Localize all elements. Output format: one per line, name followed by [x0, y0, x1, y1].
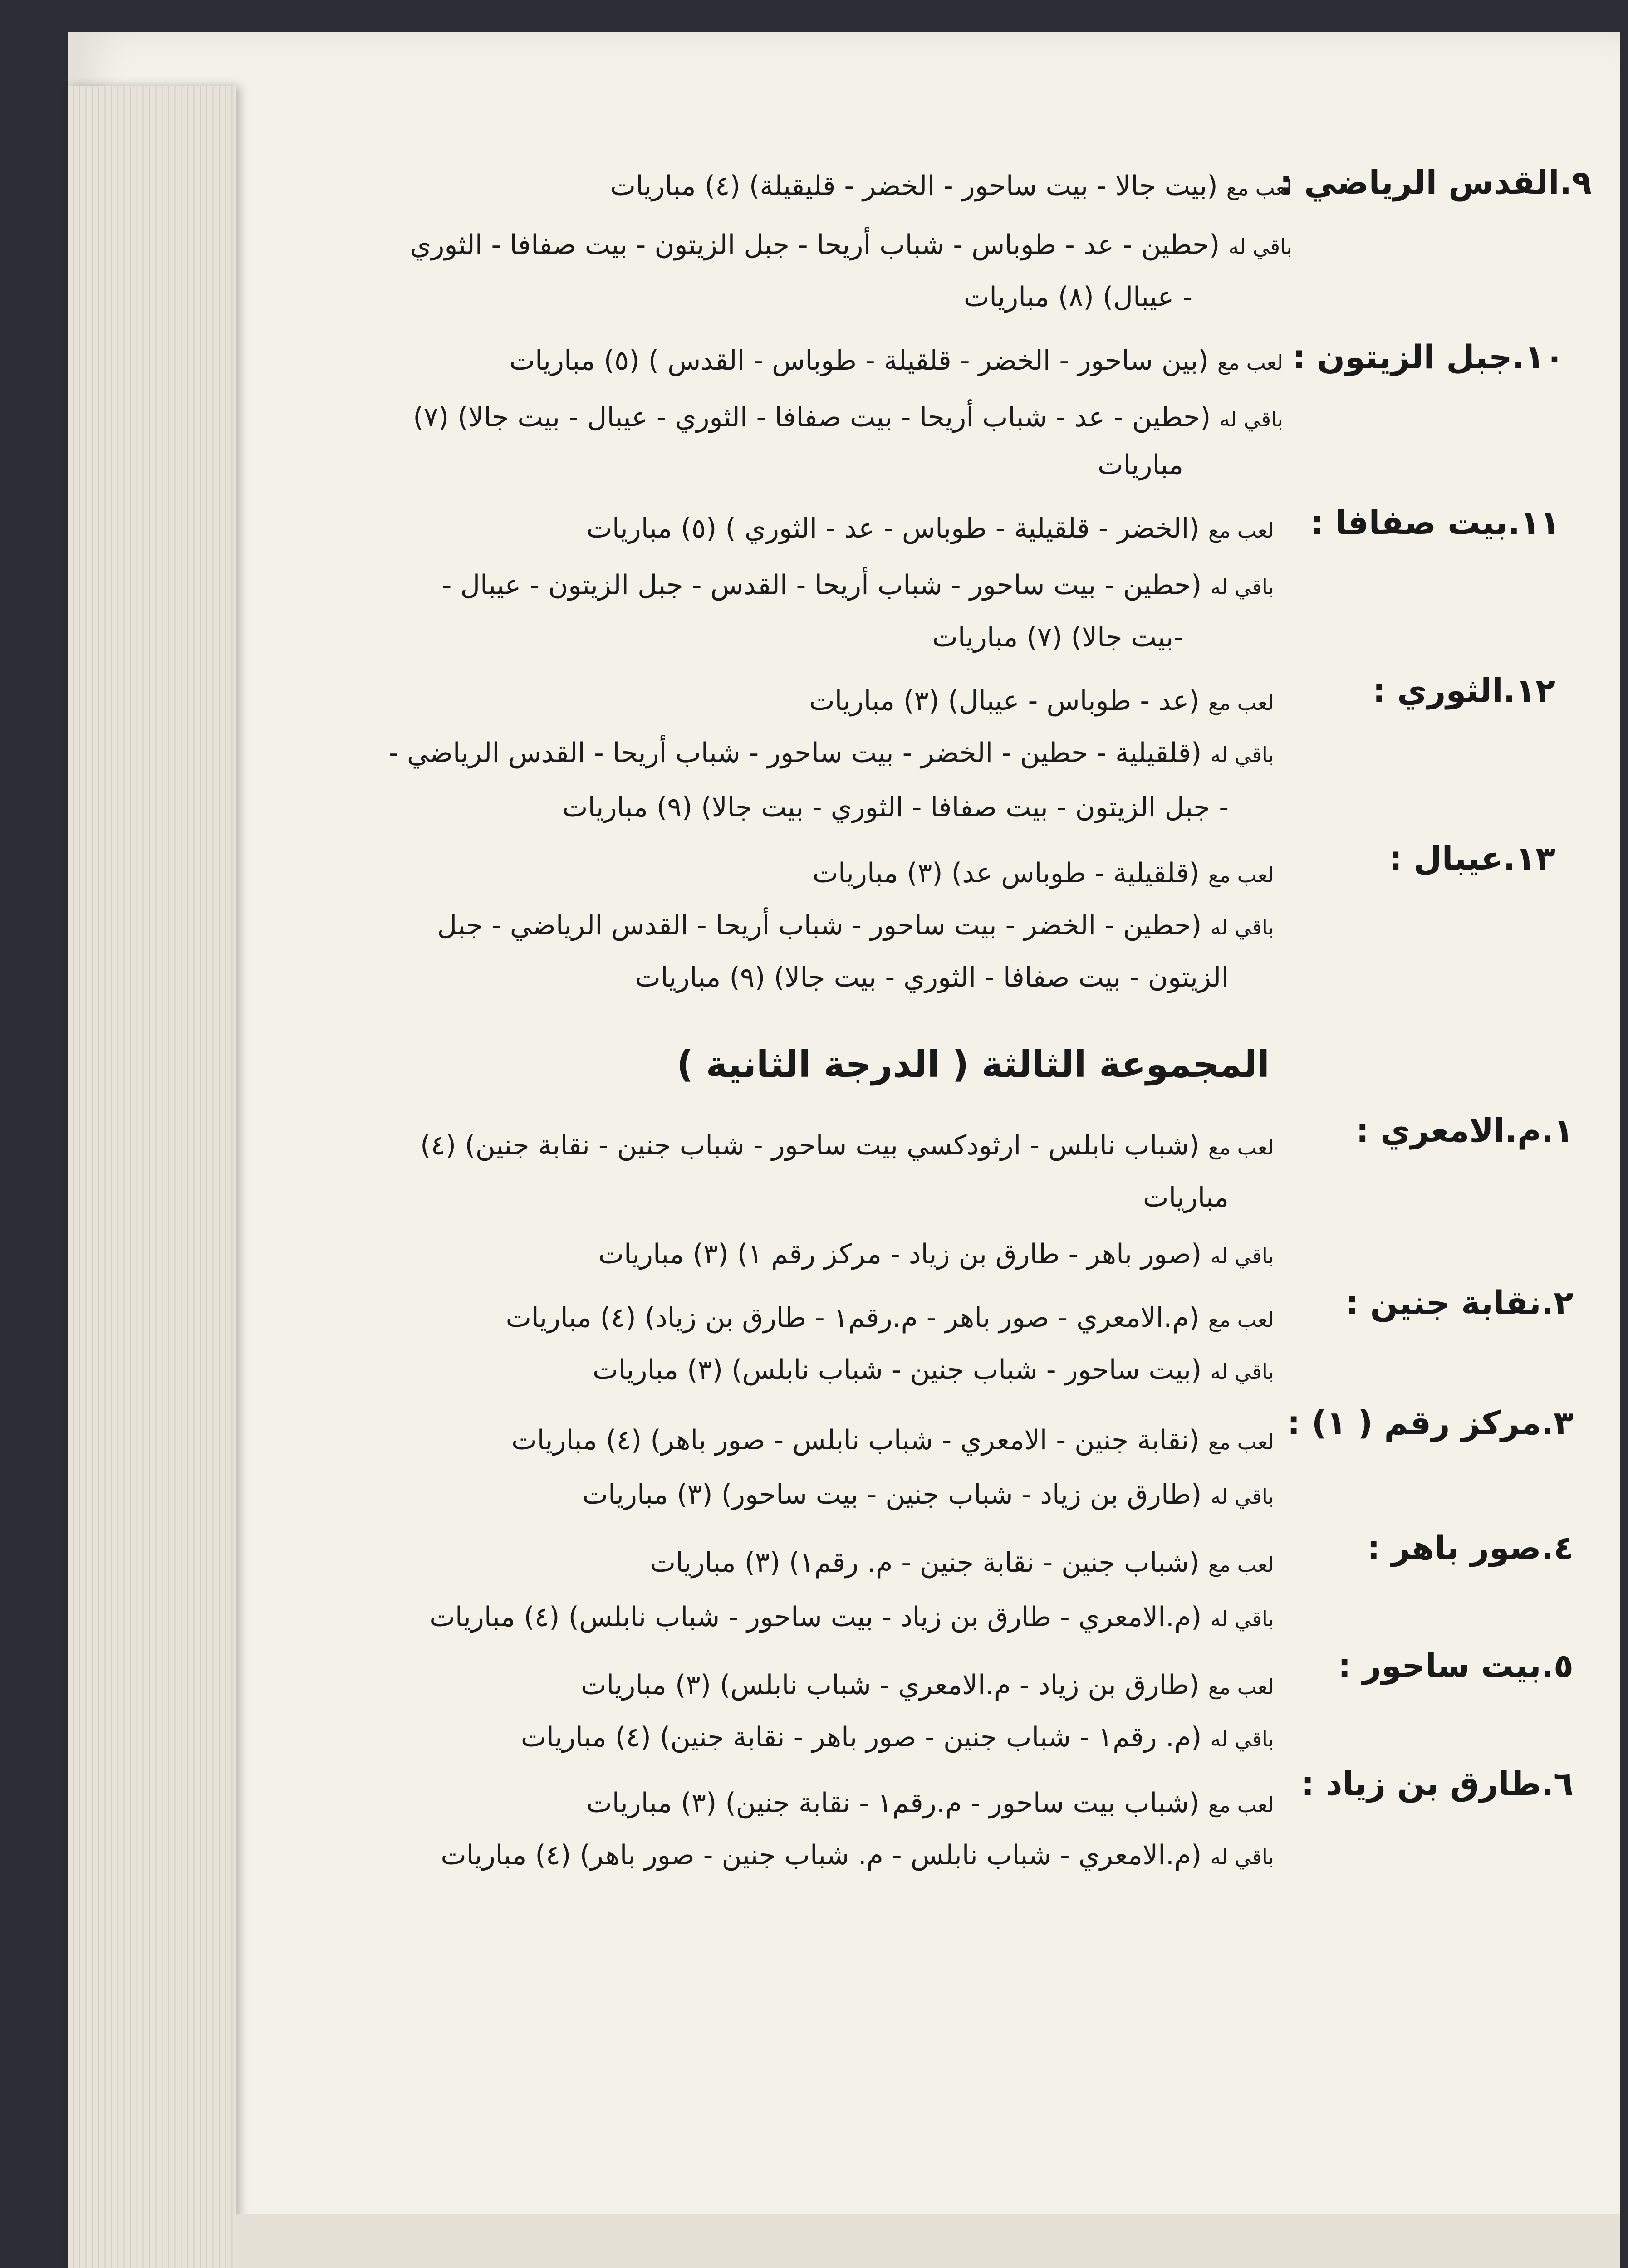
remaining-line [388, 737, 1274, 769]
remaining-label: باقي له [1210, 1727, 1274, 1751]
played-line [586, 513, 1274, 544]
remaining-text: (م.الامعري - شباب نابلس - م. شباب جنين - صور باهر) (٤) مباريات [441, 1839, 1202, 1871]
played-label: لعب مع [1208, 1307, 1274, 1332]
played-label: لعب مع [1217, 350, 1283, 375]
played-line [510, 345, 1283, 376]
played-line [610, 170, 1292, 202]
played-text: (م.الامعري - صور باهر - م.رقم١ - طارق بن زياد) (٤) مباريات [505, 1302, 1200, 1334]
played-text: (الخضر - قلقيلية - طوباس - عد - الثوري ) (٥) مباريات [586, 513, 1200, 544]
remaining-label: باقي له [1210, 1845, 1274, 1869]
played-label: لعب مع [1208, 1135, 1274, 1159]
remaining-label: باقي له [1210, 1359, 1274, 1384]
played-text: (قلقيلية - طوباس عد) (٣) مباريات [812, 857, 1200, 889]
played-text: (بيت جالا - بيت ساحور - الخضر - قليقيلة) (٤) مباريات [610, 170, 1218, 202]
remaining-line [583, 1479, 1274, 1510]
remaining-label: باقي له [1210, 743, 1274, 767]
played-line [506, 1302, 1274, 1334]
played-line [420, 1129, 1274, 1161]
played-label: لعب مع [1208, 518, 1274, 543]
remaining-line [437, 909, 1274, 941]
team-name: ١٣.عيبال : [1389, 839, 1555, 877]
remaining-label: باقي له [1210, 915, 1274, 939]
remaining-continuation: - عيبال) (٨) مباريات [963, 281, 1192, 313]
played-label: لعب مع [1208, 863, 1274, 887]
played-line [813, 857, 1274, 889]
played-label: لعب مع [1208, 1675, 1274, 1699]
remaining-continuation: -بيت جالا) (٧) مباريات [932, 621, 1183, 653]
played-label: لعب مع [1208, 1430, 1274, 1454]
group3-heading: المجموعة الثالثة ( الدرجة الثانية ) [677, 1043, 1270, 1085]
team-name: ٣.مركز رقم ( ١) : [1287, 1404, 1574, 1442]
team-name: ٢.نقابة جنين : [1345, 1284, 1574, 1322]
played-label: لعب مع [1208, 1552, 1274, 1577]
remaining-text: (قلقيلية - حطين - الخضر - بيت ساحور - شباب أريحا - القدس الرياضي - [388, 737, 1202, 769]
played-text: (شباب نابلس - ارثودكسي بيت ساحور - شباب جنين - نقابة جنين) (٤) [420, 1129, 1200, 1161]
remaining-line [413, 401, 1283, 433]
played-text: (نقابة جنين - الامعري - شباب نابلس - صور باهر) (٤) مباريات [511, 1424, 1200, 1456]
played-text: (بين ساحور - الخضر - قلقيلة - طوباس - القدس ) (٥) مباريات [509, 345, 1209, 376]
remaining-line [429, 1601, 1274, 1633]
played-text: (عد - طوباس - عيبال) (٣) مباريات [809, 685, 1200, 717]
team-name: ١.م.الامعري : [1356, 1111, 1574, 1149]
remaining-label: باقي له [1210, 1607, 1274, 1631]
played-label: لعب مع [1226, 176, 1292, 200]
played-text: (شباب جنين - نقابة جنين - م. رقم١) (٣) مباريات [650, 1547, 1200, 1579]
remaining-continuation: مباريات [1098, 449, 1183, 481]
team-name: ٥.بيت ساحور : [1338, 1647, 1574, 1685]
remaining-line [521, 1721, 1274, 1753]
team-name: ١٢.الثوري : [1373, 671, 1555, 709]
remaining-line [442, 569, 1274, 601]
team-name: ٦.طارق بن زياد : [1301, 1765, 1574, 1803]
team-name: ٤.صور باهر : [1367, 1529, 1574, 1567]
remaining-text: (م. رقم١ - شباب جنين - صور باهر - نقابة جنين) (٤) مباريات [520, 1721, 1202, 1753]
remaining-label: باقي له [1228, 235, 1292, 259]
remaining-text: (حطين - بيت ساحور - شباب أريحا - القدس - جبل الزيتون - عيبال - [441, 569, 1202, 601]
played-line [809, 685, 1274, 717]
remaining-text: (صور باهر - طارق بن زياد - مركز رقم ١) (٣) مباريات [598, 1238, 1202, 1270]
remaining-text: (م.الامعري - طارق بن زياد - بيت ساحور - شباب نابلس) (٤) مباريات [429, 1601, 1202, 1633]
remaining-text: (حطين - الخضر - بيت ساحور - شباب أريحا - القدس الرياضي - جبل [437, 909, 1202, 941]
team-name: ١٠.جبل الزيتون : [1292, 338, 1564, 376]
team-name: ٩.القدس الرياضي : [1280, 163, 1592, 201]
played-text: (شباب بيت ساحور - م.رقم١ - نقابة جنين) (٣) مباريات [586, 1787, 1200, 1819]
played-line [586, 1787, 1274, 1819]
remaining-line [598, 1238, 1274, 1270]
played-text: (طارق بن زياد - م.الامعري - شباب نابلس) (٣) مباريات [580, 1669, 1200, 1701]
played-continuation: مباريات [1143, 1182, 1229, 1213]
remaining-text: (حطين - عد - شباب أريحا - بيت صفافا - الثوري - عيبال - بيت جالا) (٧) [413, 401, 1211, 433]
remaining-continuation: - جبل الزيتون - بيت صفافا - الثوري - بيت جالا) (٩) مباريات [562, 792, 1229, 823]
remaining-label: باقي له [1219, 407, 1283, 431]
played-line [650, 1547, 1274, 1579]
played-line [581, 1669, 1274, 1701]
remaining-text: (بيت ساحور - شباب جنين - شباب نابلس) (٣) مباريات [593, 1354, 1202, 1386]
remaining-text: (طارق بن زياد - شباب جنين - بيت ساحور) (٣) مباريات [582, 1479, 1202, 1510]
team-name: ١١.بيت صفافا : [1310, 503, 1560, 542]
remaining-continuation: الزيتون - بيت صفافا - الثوري - بيت جالا) (٩) مباريات [635, 962, 1229, 993]
remaining-line [441, 1839, 1274, 1871]
remaining-line [593, 1354, 1274, 1386]
remaining-line [410, 229, 1292, 261]
played-label: لعب مع [1208, 690, 1274, 715]
remaining-text: (حطين - عد - طوباس - شباب أريحا - جبل الزيتون - بيت صفافا - الثوري [410, 229, 1220, 261]
remaining-label: باقي له [1210, 575, 1274, 599]
played-line [511, 1424, 1274, 1456]
played-label: لعب مع [1208, 1793, 1274, 1817]
remaining-label: باقي له [1210, 1244, 1274, 1268]
remaining-label: باقي له [1210, 1484, 1274, 1509]
